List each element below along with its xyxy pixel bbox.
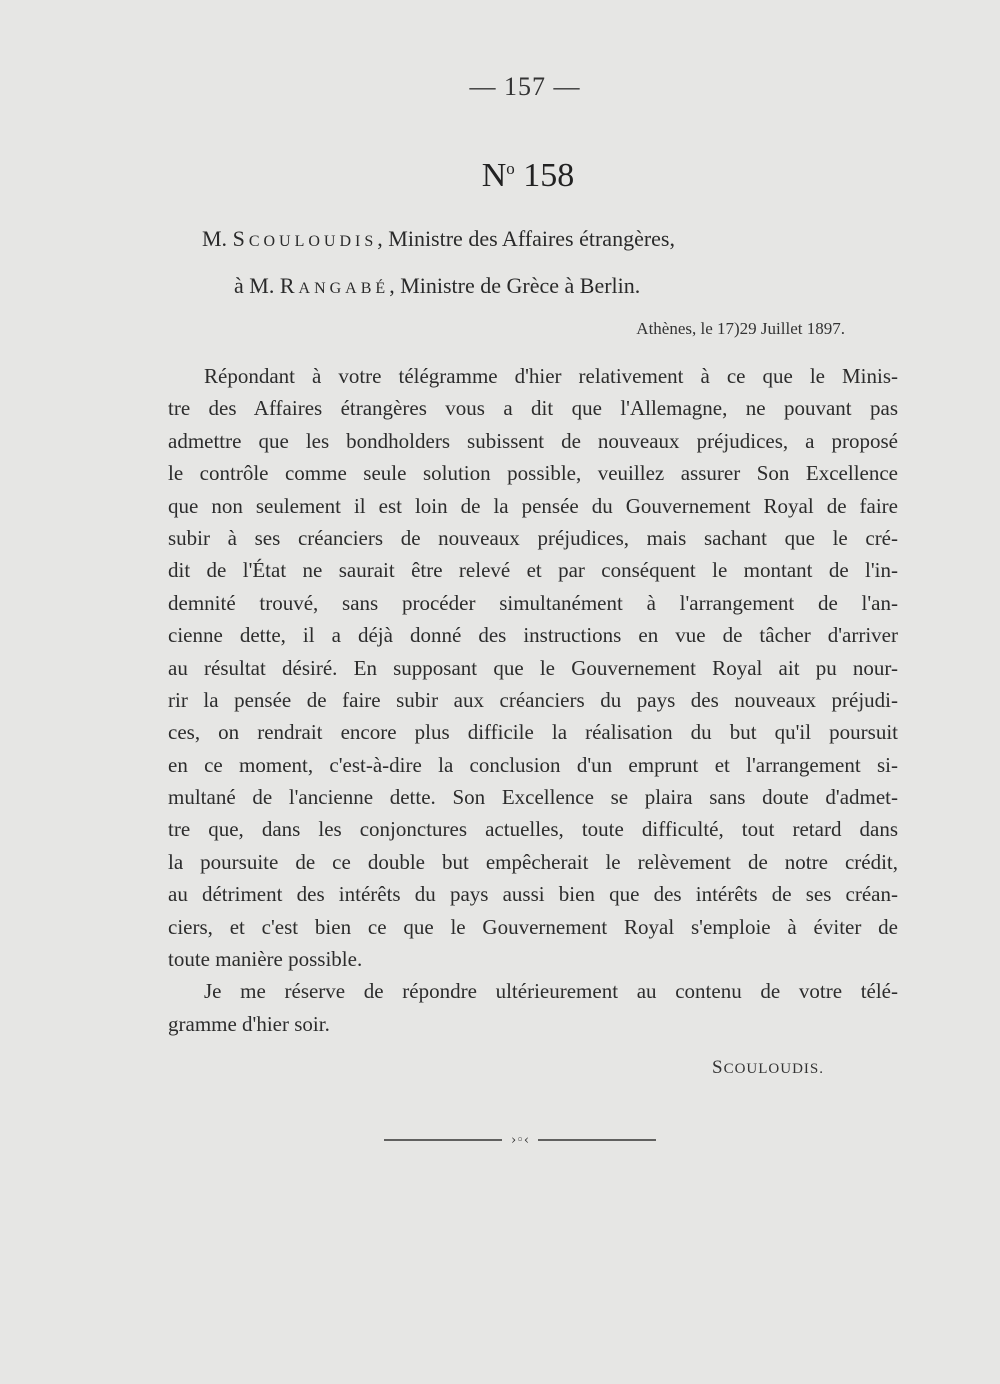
recipient-prefix: à M.: [234, 273, 275, 298]
recipient-line: [234, 273, 640, 299]
signature-initial: S: [712, 1057, 724, 1078]
recipient-name-initial: R: [279, 273, 299, 298]
body-line: rir la pensée de faire subir aux créanciers du pays des nouveaux préjudi-: [168, 687, 898, 712]
body-line: en ce moment, c'est-à-dire la conclusion d'un emprunt et l'arrangement si-: [168, 752, 898, 777]
section-divider: [384, 1130, 656, 1150]
body-line: subir à ses créanciers de nouveaux préjudices, mais sachant que le cré-: [168, 525, 898, 550]
body-line: admettre que les bondholders subissent de nouveaux préjudices, a proposé: [168, 428, 898, 453]
dateline: Athènes, le 17)29 Juillet 1897.: [636, 319, 845, 338]
page-number: — 157 —: [469, 72, 581, 101]
body-line: le contrôle comme seule solution possible, veuillez assurer Son Excellence: [168, 461, 898, 486]
sender-prefix: M.: [202, 226, 228, 251]
body-line: au résultat désiré. En supposant que le Gouvernement Royal ait pu nour-: [168, 655, 898, 680]
recipient-name: [280, 273, 389, 298]
signature-rest: COULOUDIS.: [723, 1061, 824, 1077]
sender-title: , Ministre des Affaires étrangères,: [377, 226, 675, 251]
sender-name: [233, 226, 378, 251]
signature: [712, 1057, 824, 1079]
sender-name-initial: S: [232, 226, 249, 251]
sender-line: [202, 226, 675, 252]
body-line: que non seulement il est loin de la pensée du Gouvernement Royal de faire: [168, 493, 898, 518]
recipient-title: , Ministre de Grèce à Berlin.: [389, 273, 641, 298]
body-line: tre que, dans les conjonctures actuelles, toute difficulté, tout retard dans: [168, 817, 898, 842]
body-line: Répondant à votre télégramme d'hier relativement à ce que le Minis-: [204, 364, 898, 388]
sender-name-rest: COULOUDIS: [248, 233, 378, 250]
recipient-name-rest: ANGABÉ: [298, 280, 390, 297]
letter-body: [168, 360, 898, 1040]
body-line: toute manière possible.: [168, 947, 363, 972]
body-line: ciers, et c'est bien ce que le Gouvernement Royal s'emploie à éviter de: [168, 914, 898, 939]
body-line: Je me réserve de répondre ultérieurement au contenu de votre télé-: [204, 979, 898, 1004]
body-line: tre des Affaires étrangères vous a dit que l'Allemagne, ne pouvant pas: [168, 396, 898, 421]
body-line: ces, on rendrait encore plus difficile la réalisation du but qu'il poursuit: [168, 720, 898, 745]
document-number: [0, 157, 1000, 195]
doc-number-sup: o: [506, 159, 515, 178]
doc-number-value: 158: [523, 157, 575, 194]
doc-number-prefix: N: [481, 157, 507, 194]
body-line: au détriment des intérêts du pays aussi bien que des intérêts de ses créan-: [168, 882, 898, 907]
body-line: la poursuite de ce double but empêcherait le relèvement de notre crédit,: [168, 849, 898, 874]
body-line: demnité trouvé, sans procéder simultanément à l'arrangement de l'an-: [168, 590, 898, 615]
body-line: gramme d'hier soir.: [168, 1011, 330, 1036]
body-line: dit de l'État ne saurait être relevé et par conséquent le montant de l'in-: [168, 558, 898, 583]
divider-ornament: ›◦‹: [510, 1133, 530, 1148]
body-line: cienne dette, il a déjà donné des instructions en vue de tâcher d'arriver: [168, 623, 898, 648]
body-line: multané de l'ancienne dette. Son Excellence se plaira sans doute d'admet-: [168, 785, 898, 810]
